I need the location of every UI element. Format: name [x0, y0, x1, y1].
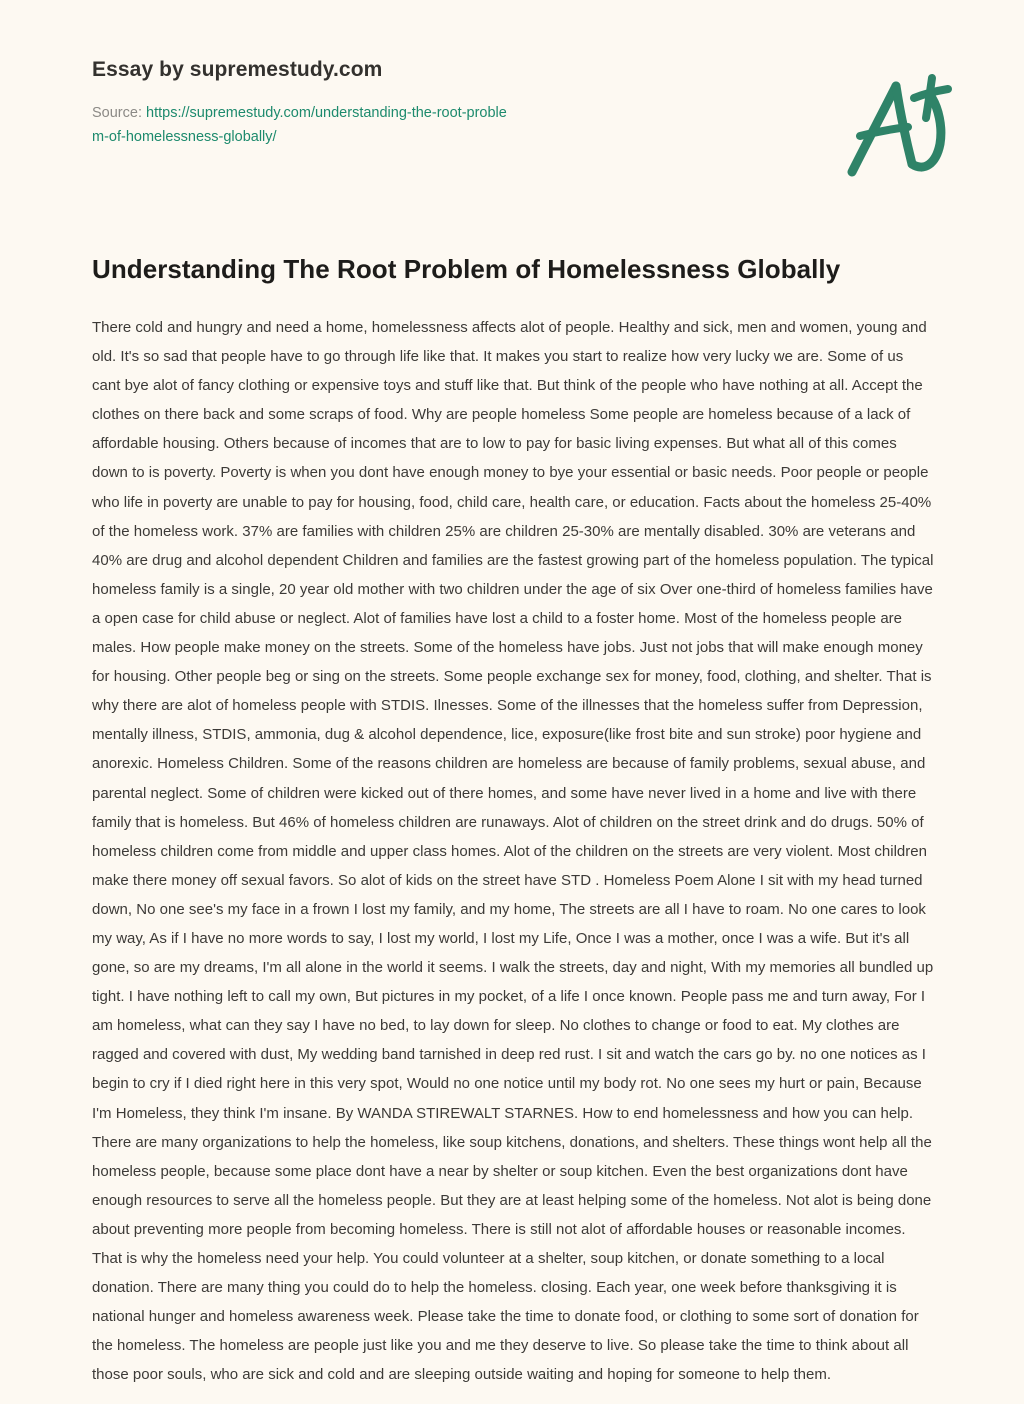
essay-content	[92, 252, 934, 1404]
source-label: Source:	[92, 105, 142, 121]
essay-body-text: There cold and hungry and need a home, homelessness affects alot of people. Healthy and sick, men and women, young and old. It's so sad that people have to go through life like that. It makes you start to realize how very lucky we are. Some of us cant bye alot of fancy clothing or expensive toys and stuff like that. But think of the people who have nothing at all. Accept the clothes on there back and some scraps of food. Why are people homeless Some people are homeless because of a lack of affordable housing. Others because of incomes that are to low to pay for basic living expenses. But what all of this comes down to is poverty. Poverty is when you dont have enough money to bye your essential or basic needs. Poor people or people who life in poverty are unable to pay for housing, food, child care, health care, or education. Facts about the homeless 25-40% of the homeless work. 37% are families with children 25% are children 25-30% are mentally disabled. 30% are veterans and 40% are drug and alcohol dependent Children and families are the fastest growing part of the homeless population. The typical homeless family is a single, 20 year old mother with two children under the age of six Over one-third of homeless families have a open case for child abuse or neglect. Alot of families have lost a child to a foster home. Most of the homeless people are males. How people make money on the streets. Some of the homeless have jobs. Just not jobs that will make enough money for housing. Other people beg or sing on the streets. Some people exchange sex for money, food, clothing, and shelter. That is why there are alot of homeless people with STDIS. Ilnesses. Some of the illnesses that the homeless suffer from Depression, mentally illness, STDIS, ammonia, dug & alcohol dependence, lice, exposure(like frost bite and sun stroke) poor hygiene and anorexic. Homeless Children. Some of the reasons children are homeless are because of family problems, sexual abuse, and parental neglect. Some of children were kicked out of there homes, and some have never lived in a home and live with there family that is homeless. But 46% of homeless children are runaways. Alot of children on the street drink and do drugs. 50% of homeless children come from middle and upper class homes. Alot of the children on the streets are very violent. Most children make there money off sexual favors. So alot of kids on the street have STD . Homeless Poem Alone I sit with my head turned down, No one see's my face in a frown I lost my family, and my home, The streets are all I have to roam. No one cares to look my way, As if I have no more words to say, I lost my world, I lost my Life, Once I was a mother, once I was a wife. But it's all gone, so are my dreams, I'm all alone in the world it seems. I walk the streets, day and night, With my memories all bundled up tight. I have nothing left to call my own, But pictures in my pocket, of a life I once known. People pass me and turn away, For I am homeless, what can they say I have no bed, to lay down for sleep. No clothes to change or food to eat. My clothes are ragged and covered with dust, My wedding band tarnished in deep red rust. I sit and watch the cars go by. no one notices as I begin to cry if I died right here in this very spot, Would no one notice until my body rot. No one sees my hurt or pain, Because I'm Homeless, they think I'm insane. By WANDA STIREWALT STARNES. How to end homelessness and how you can help. There are many organizations to help the homeless, like soup kitchens, donations, and shelters. These things wont help all the homeless people, because some place dont have a near by shelter or soup kitchen. Even the best organizations dont have enough resources to serve all the homeless people. But they are at least helping some of the homeless. Not alot is being done about preventing more people from becoming homeless. There is still not alot of affordable houses or reasonable incomes. That is why the homeless need your help. You could volunteer at a shelter, soup kitchen, or donate something to a local donation. There are many thing you could do to help the homeless. closing. Each year, one week before thanksgiving it is national hunger and homeless awareness week. Please take the time to donate food, or clothing to some sort of donation for the homeless. The homeless are people just like you and me they deserve to live. So please take the time to think about all those poor souls, who are sick and cold and are sleeping outside waiting and hoping for someone to help them.	[92, 319, 934, 1384]
page-header	[92, 56, 792, 149]
source-url-link[interactable]: https://supremestudy.com/understanding-the-root-problem-of-homelessness-globally/	[92, 105, 507, 145]
source-line	[92, 101, 512, 149]
essay-title: Understanding The Root Problem of Homelessness Globally	[92, 254, 841, 284]
a-plus-logo-icon	[840, 72, 960, 190]
site-attribution-title: Essay by supremestudy.com	[92, 58, 383, 81]
